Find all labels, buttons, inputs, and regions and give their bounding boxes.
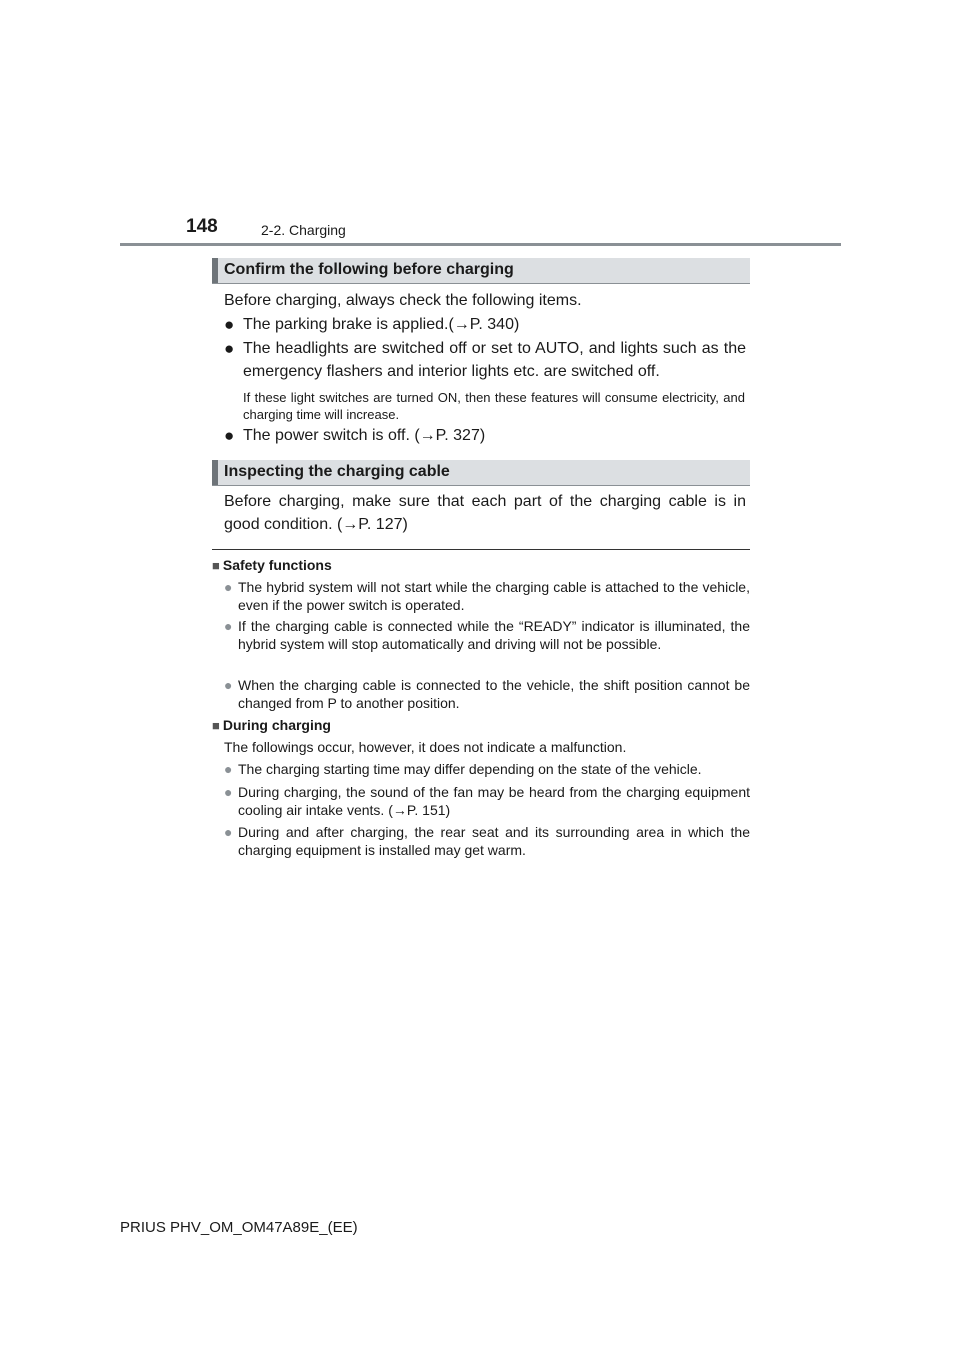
safety-item-text: The hybrid system will not start while the charging cable is attached to the vehicle, even if the power switch is operated. xyxy=(238,579,750,613)
document-code: PRIUS PHV_OM_OM47A89E_(EE) xyxy=(120,1219,358,1236)
page-header xyxy=(0,0,960,250)
check-item-text: The power switch is off. (→P. 327) xyxy=(243,427,486,444)
heading-text: Confirm the following before charging xyxy=(224,261,514,278)
during-item xyxy=(224,823,750,859)
bullet-icon: ● xyxy=(224,315,235,334)
safety-item xyxy=(224,676,750,712)
heading-text: Inspecting the charging cable xyxy=(224,463,450,480)
section-label: 2-2. Charging xyxy=(261,222,346,238)
safety-item xyxy=(224,578,750,614)
intro-paragraph: Before charging, always check the following items. xyxy=(224,292,582,309)
bullet-icon: ● xyxy=(224,677,233,693)
light-switch-note: If these light switches are turned ON, then these features will consume electricity, and charging time will increase. xyxy=(243,390,745,422)
safety-item xyxy=(224,617,750,653)
heading-confirm-before-charging xyxy=(212,258,750,284)
bullet-icon: ● xyxy=(224,761,233,777)
page-number: 148 xyxy=(186,216,218,237)
heading-inspecting-cable xyxy=(212,460,750,486)
bullet-icon: ● xyxy=(224,824,233,840)
note-heading-safety xyxy=(212,557,332,573)
check-item-text: The headlights are switched off or set to AUTO, and lights such as the emergency flashers and interior lights etc. are switched off. xyxy=(243,340,746,380)
note-heading-text: During charging xyxy=(222,717,331,733)
during-item xyxy=(224,783,750,819)
during-item-text: During and after charging, the rear seat and its surrounding area in which the charging equipment is installed may get warm. xyxy=(238,824,750,858)
safety-item-text: When the charging cable is connected to the vehicle, the shift position cannot be changed from P to another position. xyxy=(238,677,750,711)
square-bullet-icon: ■ xyxy=(212,558,220,573)
bullet-icon: ● xyxy=(224,784,233,800)
bullet-icon: ● xyxy=(224,579,233,595)
check-item-headlights xyxy=(224,337,746,383)
note-heading-text: Safety functions xyxy=(222,557,332,573)
safety-item-text: If the charging cable is connected while the “READY” indicator is illuminated, the hybrid system will stop automatically and driving will not be possible. xyxy=(238,618,750,652)
during-item-text: During charging, the sound of the fan may be heard from the charging equipment cooling air intake vents. (→P. 151) xyxy=(238,784,750,818)
bullet-icon: ● xyxy=(224,339,235,358)
note-heading-during xyxy=(212,717,331,733)
square-bullet-icon: ■ xyxy=(212,718,220,733)
notes-divider xyxy=(212,549,750,550)
header-divider xyxy=(120,243,841,246)
bullet-icon: ● xyxy=(224,618,233,634)
check-item-power-switch xyxy=(224,424,746,447)
bullet-icon: ● xyxy=(224,426,235,445)
heading-accent xyxy=(212,258,218,283)
check-item-text: The parking brake is applied.(→P. 340) xyxy=(243,316,520,333)
inspection-paragraph: Before charging, make sure that each part of the charging cable is in good condition. (→P. 127) xyxy=(224,493,746,533)
during-intro: The followings occur, however, it does not indicate a malfunction. xyxy=(224,739,627,755)
heading-accent xyxy=(212,460,218,485)
during-item xyxy=(224,760,750,778)
during-item-text: The charging starting time may differ depending on the state of the vehicle. xyxy=(238,761,702,777)
check-item-parking-brake xyxy=(224,313,746,336)
